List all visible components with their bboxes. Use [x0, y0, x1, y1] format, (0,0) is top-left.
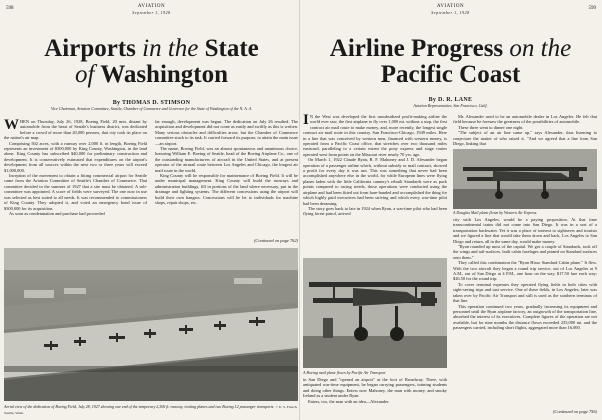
- column-2-bottom: [453, 217, 597, 405]
- running-head-date: September 1, 1928: [431, 10, 470, 15]
- paragraph: To cover terminal expenses they operated flying fields in both cities with sight-seeing trips and taxi service. One of these fields, in Los Angeles, later was taken over by Pacific Air Transport and still is used as the southern terminus of that line.: [453, 281, 597, 304]
- douglas-mail-plane-photo: [453, 149, 597, 209]
- paragraph: in San Diego and "opened an airport" at the foot of Broadway. There, with antiquated war-time equipment, he began carrying passengers, training students and doing other things. Enters now Mahoney, the man with money, and smoky Ireland as a student under Ryan.: [303, 377, 447, 399]
- paragraph: I N the West was developed the first unsubsidized profit-making airline the world ever saw, the first airplane to fly over 1,000 mi. without a stop, the first contract air mail route to make money, and, more recently, the longest single contract air mail route in this country. San Francisco-Chicago, 1949 miles. Here in a line that was conceived by western men, financed with western money, is operated from a Pacific Coast office, that stretches over two thousand miles eastward, paralleling to a certain extent the pony express and stage routes operated west from points on the Missouri river nearly 70 yrs. ago.: [303, 114, 447, 157]
- boeing-mail-plane-image: [303, 258, 447, 368]
- running-head: [4, 4, 299, 16]
- running-head-date: September 1, 1928: [132, 10, 171, 15]
- drop-cap: I: [303, 114, 309, 128]
- aerial-airfield-image: [4, 248, 298, 401]
- paragraph: far enough, development was begun. The dedication on July 26 resulted. The acquisition and development did not come as easily and swiftly as this is written. Many serious obstacles and difficulties arose, but the Chamber of Commerce committee stuck to its task. It carried forward its purpose, to attain the main issue—an airport.: [155, 119, 298, 146]
- author: By D. R. LANE: [428, 97, 473, 103]
- running-head-title: AVIATION: [137, 4, 166, 9]
- paragraph: On March 1, 1922 Claude Ryan, B. F. Mahoney and J. D. Alexander began operation of a passenger airline which, without subsidy or mail contract, showed a profit for every day it was run. This was something that never had been accomplished anywhere else in the world, for while European lines were flying planes laden with the little California cannery's rebuilt Standards were as pack points compared to racing steeds, those operations were conducted using the airplane and had been fitted out from bare-handed and accomplished the thing for which highly paid executives had been striving and which every war-time pilot had been dreaming.: [303, 157, 447, 206]
- boeing-mail-plane-photo: [303, 258, 447, 368]
- column-1: [4, 119, 147, 243]
- paragraph: The name, Boeing Field, was an almost spontaneous and unanimous choice, honoring William E. Boeing of Seattle, head of the Boeing Airplane Co., one of the outstanding manufacturers of aircraft in the United States, and at present operator of the airmail route between Los Angeles and Chicago, the longest air mail route in the world.: [155, 146, 298, 173]
- title-word: State: [204, 35, 259, 62]
- right-page: [303, 0, 598, 420]
- paragraph: These three went to dinner one night.: [458, 124, 524, 130]
- paragraph: WHEN on Thursday, July 26, 1928, Boeing Field, 20 min. distant by automobile from the heart of Seattle's business district, was dedicated before a crowd of more than 20,000 persons, that city took its place on the nation's air map.: [4, 119, 147, 141]
- drop-cap: W: [4, 119, 19, 133]
- title-word: Washington: [100, 60, 229, 88]
- byline: [303, 97, 598, 108]
- photo-caption: [4, 404, 298, 416]
- paragraph: Comprising 502 acres, with a runway over 2,000 ft. in length, Boeing Field represents an investment of $300,000 by King County, Washington, in the land alone. King County has subscribed $40,000 for preliminary construction and development. It is conservatively estimated that expenditures on the airport's development from all sources within the next two or three years will exceed $1,000,000.: [4, 140, 147, 173]
- paragraph: Enters, too, the man with an idea—Alexander.: [308, 398, 390, 404]
- column-1-bottom: [303, 377, 447, 409]
- paragraph: King County will be responsible for maintenance of Boeing Field. It will be under municipal management. King County will build the runways and administration buildings, fill in portions of the land where necessary, put in the drainage and lighting systems. The different concessions using the airport will build their own hangars. Concessions will be let to individuals for machine shops, repair shops, etc.: [155, 173, 298, 206]
- page-number: 598: [6, 6, 14, 11]
- title-word: on: [509, 35, 535, 62]
- title-word: of: [74, 60, 95, 88]
- caption-text: Aerial view of the dedication of Boeing Field, July 28, 1927 showing one end of the temporary 2,300 ft. runway, visiting planes and two Boeing 12 passenger transports.: [4, 404, 275, 409]
- continued-note: (Continued on page 756): [552, 409, 597, 414]
- title-word: in the: [142, 35, 199, 62]
- paragraph: Inception of the movement to obtain a fitting commercial airport for Seattle came from the Aviation Committee of Seattle's Chamber of Commerce. That committee decided in the summer of 1927 that a site must be obtained. A sub-committee was appointed. A score of fields were surveyed. The one now in use was selected as best suited to all needs. It was recommended to commissioners of King County. They adopted it, and voted an emergency bond issue of $300,000 for its acquisition.: [4, 173, 147, 211]
- caption-credit: © U. S. French, Seattle, Wash.: [4, 405, 298, 415]
- title-word: Airline: [329, 35, 405, 62]
- running-head-title: AVIATION: [436, 4, 465, 9]
- author-role: Aviation Representative, San Francisco, Calif.: [413, 103, 488, 108]
- column-1: [303, 114, 447, 254]
- paragraph: city with Los Angeles, would be a paying proposition. At that time transcontinental trains did not come into San Diego. It was in a sort of a transportation backwater. Yet it was a place of interest to sightseers and tourists and we figured a line that would take them down and back, Los Angeles to San Diego and return, all in the same day, would make money.: [453, 217, 597, 244]
- paragraph: As soon as condemnation and purchase had proceeded: [9, 210, 105, 216]
- author: By THOMAS D. STIMSON: [112, 100, 191, 106]
- title-word: Coast: [459, 60, 521, 88]
- continued-note: (Continued on page 762): [253, 238, 298, 243]
- paragraph: This operation continued two years, gradually increasing its equipment and personnel until the Ryan airplane factory, an outgrowth of the transportation line, absorbed the interest of its executives. Complete figures of the operation are not available, but for nine months the distance flown exceeded 235,000 mi. and the passengers carried, including short flights, aggregated more than 16,000.: [453, 303, 597, 331]
- paragraph: The story goes back to late in 1924 when Ryan, a war-time pilot who had been flying forest patrol, arrived: [303, 205, 447, 217]
- paragraph: "Ryan rounded up most of the capital. We got a couple of Standards, took off the wings and tail-surfaces, built cabin fuselages and pinned on Standard surfaces onto them.": [453, 244, 597, 260]
- author-role: Vice Chairman, Aviation Committee, Seattle, Chamber of Commerce and Governor for the State of Washington of the N. A. A.: [50, 106, 253, 111]
- article-title: [303, 36, 598, 87]
- column-2: [155, 119, 298, 236]
- left-page: [4, 0, 299, 420]
- article-title: [4, 36, 299, 87]
- running-head: [303, 4, 598, 16]
- douglas-mail-plane-image: [453, 149, 597, 209]
- photo-caption-top: A Douglas Mail plane flown by Western Air Express.: [453, 210, 538, 215]
- page-number: 599: [588, 6, 596, 11]
- title-word: Airports: [44, 35, 136, 62]
- paragraph: They called this combination the "Ryan Hisso Standard Cabin plane." It flew. With the two aircraft they began a round trip service, out of Los Angeles at 9 A.M., out of San Diego at 4 P.M., one hour on the way, $17.50 fare each way; $26.50 for the round trip.: [453, 260, 597, 282]
- column-2-top: [453, 114, 597, 148]
- byline: [4, 100, 299, 111]
- title-word: the: [540, 35, 572, 62]
- photo-caption-bottom: A Boeing mail plane flown by Pacific Air Transport: [303, 370, 386, 375]
- aerial-airfield-photo: [4, 248, 298, 401]
- title-word: Progress: [411, 35, 504, 62]
- paragraph: Mr. Alexander used to be an automobile dealer in Los Angeles. He felt that field because he foresaw the greatness of the possibilities of automobile.: [453, 114, 597, 125]
- title-word: Pacific: [380, 60, 453, 88]
- paragraph: "The subject of an air line came up," says Alexander, thus listening to conjecture the matter of who raised it. "And we agreed that a line from San Diego, linking that: [453, 130, 597, 147]
- page-gutter: [299, 0, 300, 420]
